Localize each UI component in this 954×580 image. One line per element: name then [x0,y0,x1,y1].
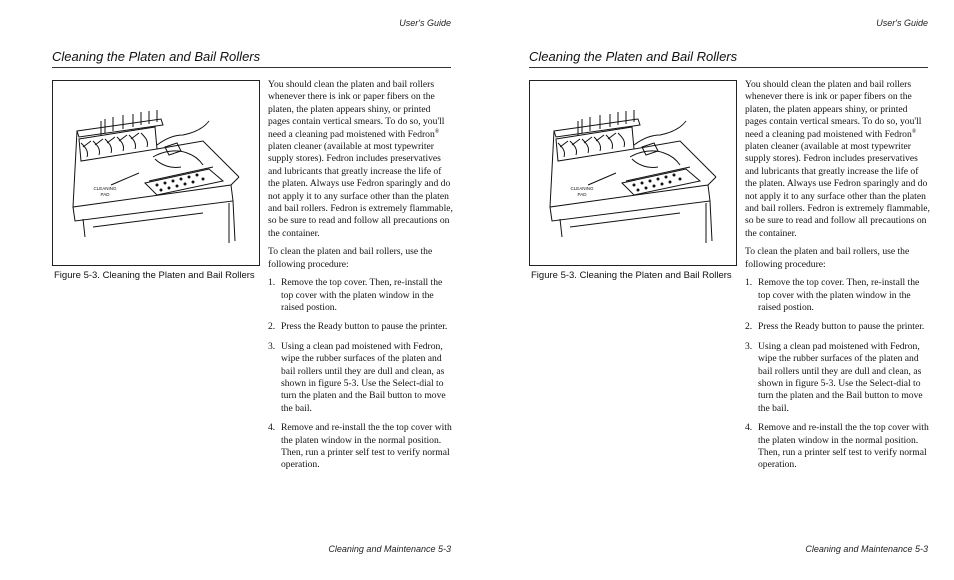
procedure-intro: To clean the platen and bail rollers, use the following procedure: [745,246,910,270]
step-number: 1. [745,277,753,289]
callout-label-line2: PAD [100,192,110,197]
intro-paragraph [268,79,454,240]
procedure-intro: To clean the platen and bail rollers, use the following procedure: [268,246,433,270]
step-text: Remove and re-install the the top cover with the platen window in the normal position. Then, run a printer self test to verify normal operation. [281,422,452,471]
title-divider [529,67,928,68]
step-text: Using a clean pad moistened with Fedron, wipe the rubber surfaces of the platen and bail rollers until they are dull and clean, as shown in figure 5-3. Use the Select-dial to turn the platen and the Bail button to move the bail. [758,340,923,414]
running-header: User's Guide [399,18,451,28]
figure-printer-illustration [52,80,260,266]
intro-text-part1: You should clean the platen and bail rollers whenever there is ink or paper fibers on the platen, the platen appears shiny, or printed pages contain vertical smears. To do so, you'll need a cleaning pad moistened with Fedron [268,79,445,140]
step-item [745,321,931,333]
step-number: 3. [268,340,276,352]
body-text [268,79,454,479]
intro-text-part2: platen cleaner (available at most typewriter supply stores). Fedron includes preservatives and lubricants that greatly increase the life of the platen. Always use Fedron sparingly and do not apply it to any surface other than the platen and bail rollers. Fedron is extremely flammable, so be sure to read and follow all precautions on the container. [268,141,453,239]
step-number: 3. [745,340,753,352]
section-title: Cleaning the Platen and Bail Rollers [529,49,738,64]
step-item [268,341,454,415]
step-number: 4. [268,422,276,434]
step-text: Using a clean pad moistened with Fedron, wipe the rubber surfaces of the platen and bail rollers until they are dull and clean, as shown in figure 5-3. Use the Select-dial to turn the platen and the Bail button to move the bail. [281,340,446,414]
running-footer: Cleaning and Maintenance 5-3 [805,544,928,554]
step-text: Remove and re-install the the top cover with the platen window in the normal position. Then, run a printer self test to verify normal operation. [758,422,929,471]
step-item [745,277,931,314]
step-number: 2. [745,321,753,333]
printer-illustration [53,81,259,265]
step-item [268,422,454,472]
title-divider [52,67,451,68]
running-footer: Cleaning and Maintenance 5-3 [328,544,451,554]
intro-text-part2: platen cleaner (available at most typewriter supply stores). Fedron includes preservatives and lubricants that greatly increase the life of the platen. Always use Fedron sparingly and do not apply it to any surface other than the platen and bail rollers. Fedron is extremely flammable, so be sure to read and follow all precautions on the container. [745,141,930,239]
step-number: 4. [745,422,753,434]
step-text: Remove the top cover. Then, re-install the top cover with the platen window in the raised postion. [758,277,920,313]
figure-printer-illustration [529,80,737,266]
body-text [745,79,931,479]
registered-mark: ® [911,128,917,135]
printer-illustration [530,81,736,265]
running-header: User's Guide [876,18,928,28]
figure-caption: Figure 5-3. Cleaning the Platen and Bail Rollers [54,270,255,281]
step-text: Remove the top cover. Then, re-install the top cover with the platen window in the raised postion. [281,277,443,313]
step-number: 1. [268,277,276,289]
section-title: Cleaning the Platen and Bail Rollers [52,49,261,64]
step-number: 2. [268,321,276,333]
callout-label-line1: CLEANING [570,186,594,191]
step-text: Press the Ready button to pause the printer. [281,321,448,333]
figure-caption: Figure 5-3. Cleaning the Platen and Bail Rollers [531,270,732,281]
step-text: Press the Ready button to pause the printer. [758,321,925,333]
procedure-steps [268,277,454,472]
callout-label-line1: CLEANING [93,186,117,191]
intro-text-part1: You should clean the platen and bail rollers whenever there is ink or paper fibers on the platen, the platen appears shiny, or printed pages contain vertical smears. To do so, you'll need a cleaning pad moistened with Fedron [745,79,922,140]
step-item [745,341,931,415]
step-item [745,422,931,472]
procedure-steps [745,277,931,472]
step-item [268,277,454,314]
registered-mark: ® [434,128,440,135]
callout-label-line2: PAD [577,192,587,197]
step-item [268,321,454,333]
right-page [477,0,954,580]
intro-paragraph [745,79,931,240]
